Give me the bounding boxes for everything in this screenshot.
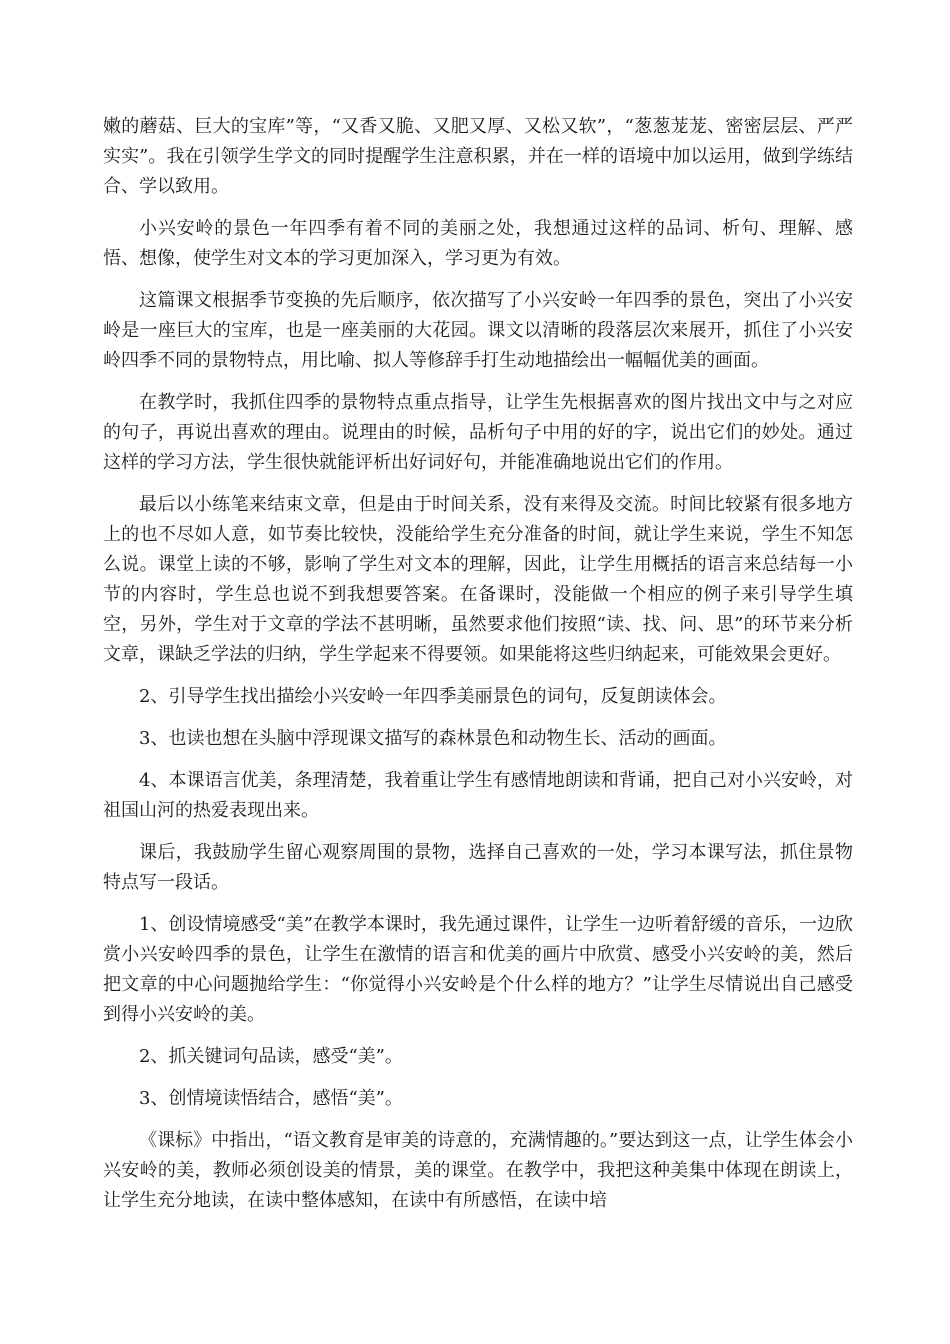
paragraph: 这篇课文根据季节变换的先后顺序，依次描写了小兴安岭一年四季的景色，突出了小兴安岭是一座巨大的宝库，也是一座美丽的大花园。课文以清晰的段落层次来展开，抓住了小兴安岭四季不同的景物特点，用比喻、拟人等修辞手打生动地描绘出一幅幅优美的画面。 <box>103 290 853 371</box>
paragraph: 在教学时，我抓住四季的景物特点重点指导，让学生先根据喜欢的图片找出文中与之对应的句子，再说出喜欢的理由。说理由的时候，品析句子中用的好的字，说出它们的妙处。通过这样的学习方法，学生很快就能评析出好词好句，并能准确地说出它们的作用。 <box>103 392 853 473</box>
paragraph: 2、抓关键词句品读，感受“美”。 <box>139 1046 403 1067</box>
paragraph: 3、也读也想在头脑中浮现课文描写的森林景色和动物生长、活动的画面。 <box>139 728 727 749</box>
paragraph: 课后，我鼓励学生留心观察周围的景物，选择自己喜欢的一处，学习本课写法，抓住景物特点写一段话。 <box>103 842 853 893</box>
paragraph: 《课标》中指出，“语文教育是审美的诗意的，充满情趣的。”要达到这一点，让学生体会小兴安岭的美，教师必须创设美的情景，美的课堂。在教学中，我把这种美集中体现在朗读上，让学生充分地读，在读中整体感知，在读中有所感悟，在读中培 <box>103 1130 853 1211</box>
paragraph: 4、本课语言优美，条理清楚，我着重让学生有感情地朗读和背诵，把自己对小兴安岭，对祖国山河的热爱表现出来。 <box>103 770 853 821</box>
paragraph: 1、创设情境感受“美”在教学本课时，我先通过课件，让学生一边听着舒缓的音乐，一边欣赏小兴安岭四季的景色，让学生在激情的语言和优美的画片中欣赏、感受小兴安岭的美，然后把文章的中心问题抛给学生：“你觉得小兴安岭是个什么样的地方？”让学生尽情说出自己感受到得小兴安岭的美。 <box>103 914 853 1025</box>
paragraph: 嫩的蘑菇、巨大的宝库”等，“又香又脆、又肥又厚、又松又软”，“葱葱茏茏、密密层层、严严实实”。我在引领学生学文的同时提醒学生注意积累，并在一样的语境中加以运用，做到学练结合、学以致用。 <box>103 116 853 197</box>
paragraph: 最后以小练笔来结束文章，但是由于时间关系，没有来得及交流。时间比较紧有很多地方上的也不尽如人意，如节奏比较快，没能给学生充分准备的时间，就让学生来说，学生不知怎么说。课堂上读的不够，影响了学生对文本的理解，因此，让学生用概括的语言来总结每一小节的内容时，学生总也说不到我想要答案。在备课时，没能做一个相应的例子来引导学生填空，另外，学生对于文章的学法不甚明晰，虽然要求他们按照“读、找、问、思”的环节来分析文章，课缺乏学法的归纳，学生学起来不得要领。如果能将这些归纳起来，可能效果会更好。 <box>103 494 853 665</box>
document-body <box>103 112 853 1228</box>
paragraph: 3、创情境读悟结合，感悟“美”。 <box>139 1088 403 1109</box>
paragraph: 小兴安岭的景色一年四季有着不同的美丽之处，我想通过这样的品词、析句、理解、感悟、想像，使学生对文本的学习更加深入，学习更为有效。 <box>103 218 853 269</box>
paragraph: 2、引导学生找出描绘小兴安岭一年四季美丽景色的词句，反复朗读体会。 <box>139 686 727 707</box>
